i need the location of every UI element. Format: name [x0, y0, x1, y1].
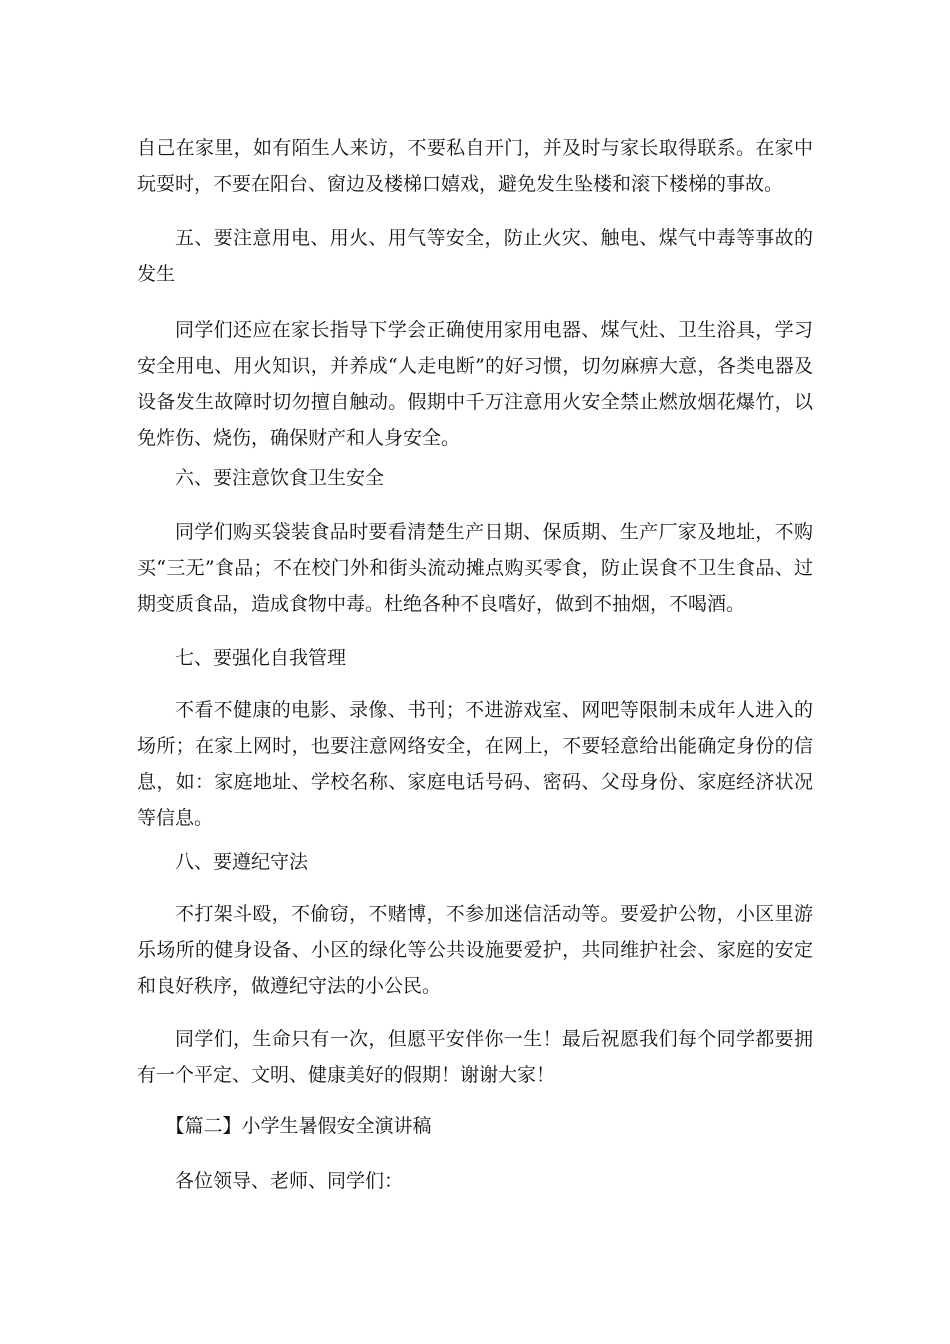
heading-eight: 八、要遵纪守法 — [175, 851, 309, 873]
paragraph-electric-safety: 同学们还应在家长指导下学会正确使用家用电器、煤气灶、卫生浴具，学习安全用电、用火知识，并养成“人走电断”的好习惯，切勿麻痹大意，各类电器及设备发生故障时切勿擅自触动。假期中千万注意用火安全禁止燃放烟花爆竹，以免炸伤、烧伤，确保财产和人身安全。 — [137, 319, 813, 449]
paragraph-self-management: 不看不健康的电影、录像、书刊；不进游戏室、网吧等限制未成年人进入的场所；在家上网时，也要注意网络安全，在网上，不要轻意给出能确定身份的信息，如：家庭地址、学校名称、家庭电话号码、密码、父母身份、家庭经济状况等信息。 — [137, 699, 813, 829]
paragraph-greeting: 各位领导、老师、同学们： — [175, 1170, 404, 1192]
heading-five: 五、要注意用电、用火、用气等安全，防止火灾、触电、煤气中毒等事故的发生 — [137, 227, 813, 285]
chapter-title: 【篇二】小学生暑假安全演讲稿 — [165, 1115, 432, 1137]
paragraph-law: 不打架斗殴，不偷窃，不赌博，不参加迷信活动等。要爱护公物，小区里游乐场所的健身设备、小区的绿化等公共设施要爱护，共同维护社会、家庭的安定和良好秩序，做遵纪守法的小公民。 — [137, 903, 813, 997]
paragraph-home-safety: 自己在家里，如有陌生人来访，不要私自开门，并及时与家长取得联系。在家中玩耍时，不要在阳台、窗边及楼梯口嬉戏，避免发生坠楼和滚下楼梯的事故。 — [137, 137, 813, 195]
paragraph-closing: 同学们，生命只有一次，但愿平安伴你一生！最后祝愿我们每个同学都要拥有一个平定、文明、健康美好的假期！谢谢大家！ — [137, 1028, 813, 1086]
heading-seven: 七、要强化自我管理 — [175, 647, 347, 669]
heading-six: 六、要注意饮食卫生安全 — [175, 467, 385, 489]
paragraph-food-safety: 同学们购买袋装食品时要看清楚生产日期、保质期、生产厂家及地址，不购买“三无”食品；不在校门外和街头流动摊点购买零食，防止误食不卫生食品、过期变质食品，造成食物中毒。杜绝各种不良嗜好，做到不抽烟，不喝酒。 — [137, 521, 813, 615]
